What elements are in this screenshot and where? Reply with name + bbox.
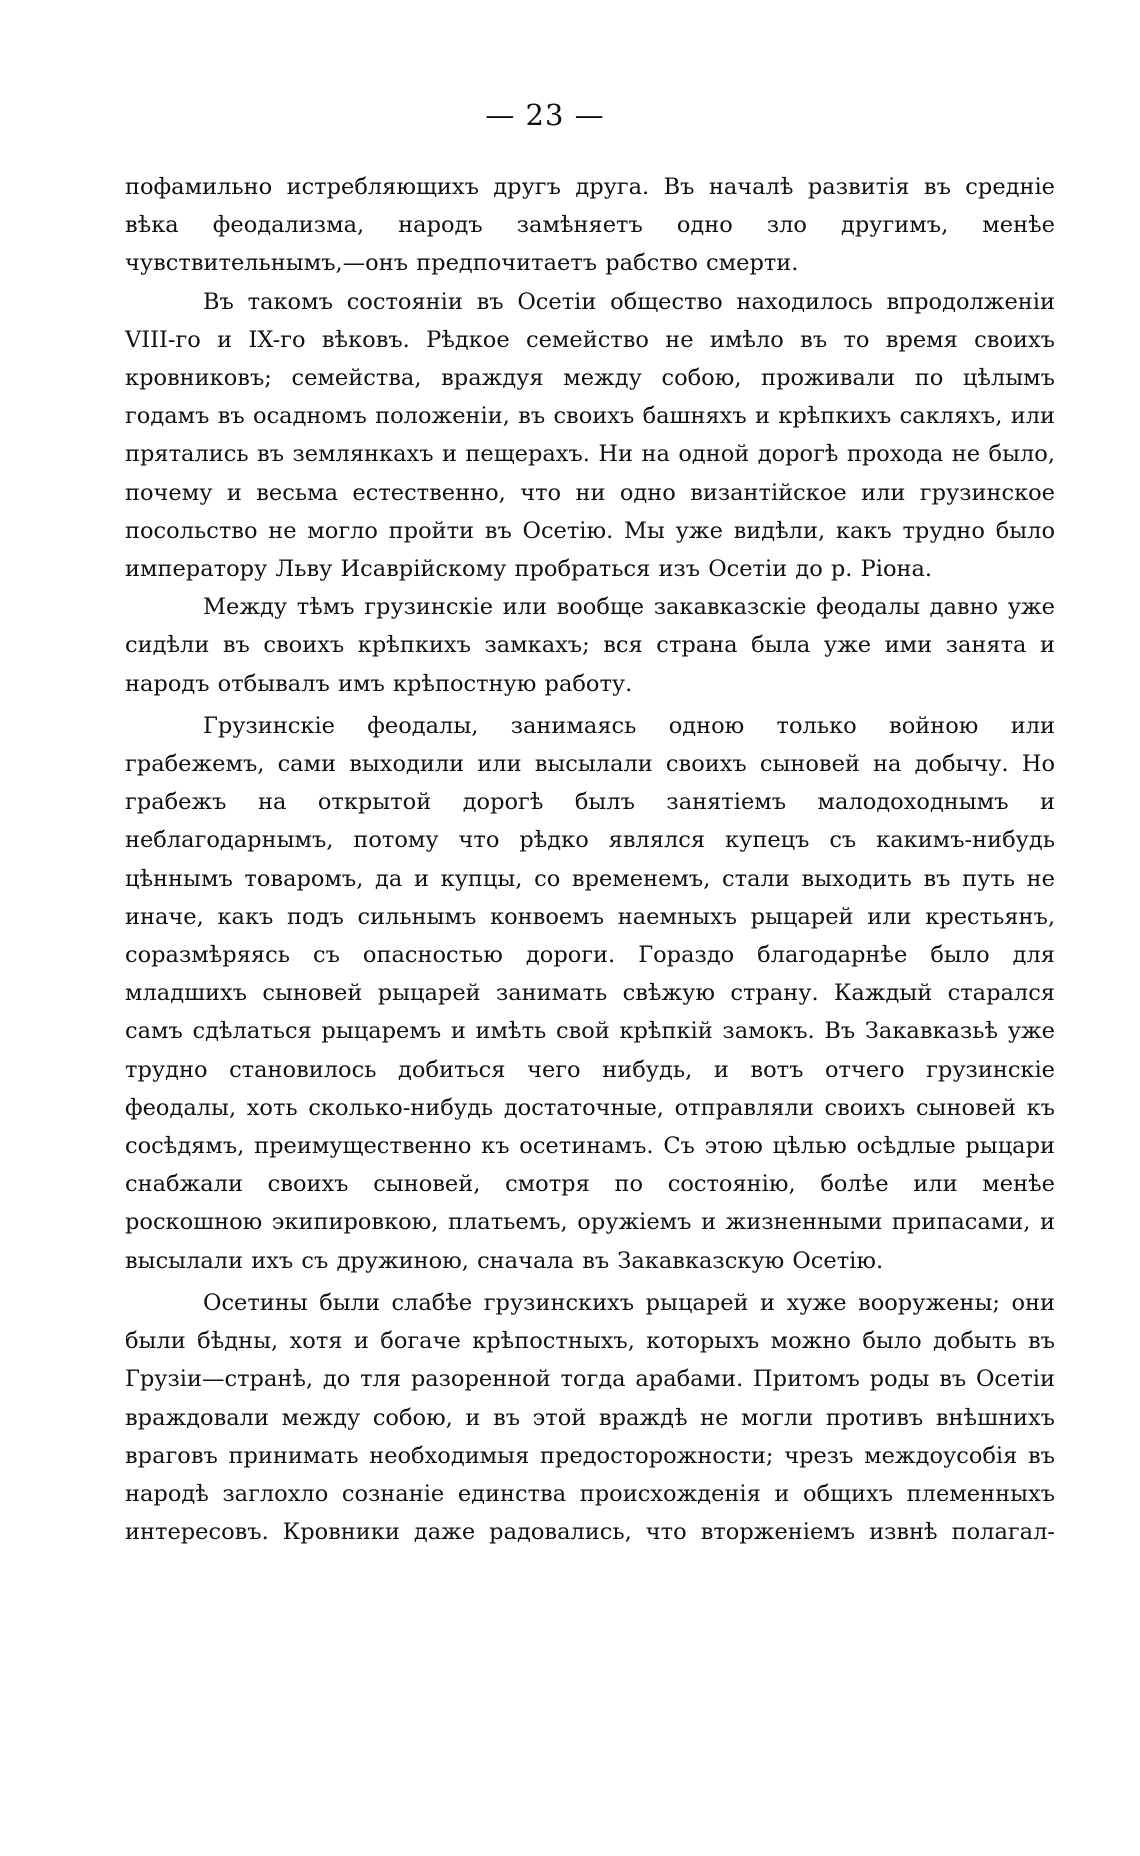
paragraph-3: Между тѣмъ грузинскіе или вообще закавказскіе феодалы давно уже сидѣли въ своихъ крѣпкихъ замкахъ; вся страна была уже ими занята и народъ отбывалъ имъ крѣпостную работу. xyxy=(125,594,1055,697)
page-number: — 23 — xyxy=(485,98,605,132)
body-text xyxy=(125,168,1055,1551)
paragraph-1: пофамильно истребляющихъ другъ друга. Въ началѣ развитія въ средніе вѣка феодализма, народъ замѣняетъ одно зло другимъ, менѣе чувствительнымъ,—онъ предпочитаетъ рабство смерти. xyxy=(125,174,1055,277)
paragraph-2: Въ такомъ состояніи въ Осетіи общество находилось впродолженіи VIII-го и IX-го вѣковъ. Рѣдкое семейство не имѣло въ то время своихъ кровниковъ; семейства, враждуя между собою, проживали по цѣлымъ годамъ въ осадномъ положеніи, въ своихъ башняхъ и крѣпкихъ сакляхъ, или прятались въ землянкахъ и пещерахъ. Ни на одной дорогѣ прохода не было, почему и весьма естественно, что ни одно византійское или грузинское посольство не могло пройти въ Осетію. Мы уже видѣли, какъ трудно было императору Льву Исаврійскому пробраться изъ Осетіи до р. Ріона. xyxy=(125,288,1055,583)
paragraph-4: Грузинскіе феодалы, занимаясь одною только войною или грабежемъ, сами выходили или высылали своихъ сыновей на добычу. Но грабежъ на открытой дорогѣ былъ занятіемъ малодоходнымъ и неблагодарнымъ, потому что рѣдко являлся купецъ съ какимъ-нибудь цѣннымъ товаромъ, да и купцы, со временемъ, стали выходить въ путь не иначе, какъ подъ сильнымъ конвоемъ наемныхъ рыцарей или крестьянъ, соразмѣряясь съ опасностью дороги. Гораздо благодарнѣе было для младшихъ сыновей рыцарей занимать свѣжую страну. Каждый старался самъ сдѣлаться рыцаремъ и имѣть свой крѣпкій замокъ. Въ Закавказьѣ уже трудно становилось добиться чего нибудь, и вотъ отчего грузинскіе феодалы, хоть сколько-нибудь достаточные, отправляли своихъ сыновей къ сосѣдямъ, преимущественно къ осетинамъ. Съ этою цѣлью осѣдлые рыцари снабжали своихъ сыновей, смотря по состоянію, болѣе или менѣе роскошною экипировкою, платьемъ, оружіемъ и жизненными припасами, и высылали ихъ съ дружиною, сначала въ Закавказскую Осетію. xyxy=(125,712,1055,1274)
paragraph-5: Осетины были слабѣе грузинскихъ рыцарей и хуже вооружены; они были бѣдны, хотя и богаче крѣпостныхъ, которыхъ можно было добыть въ Грузіи—странѣ, до тля разоренной тогда арабами. Притомъ роды въ Осетіи враждовали между собою, и въ этой враждѣ не могли противъ внѣшнихъ враговъ принимать необходимыя предосторожности; чрезъ междоусобія въ народѣ заглохло сознаніе единства происхожденія и общихъ племенныхъ интересовъ. Кровники даже радовались, что вторженіемъ извнѣ полагал- xyxy=(125,1289,1055,1546)
